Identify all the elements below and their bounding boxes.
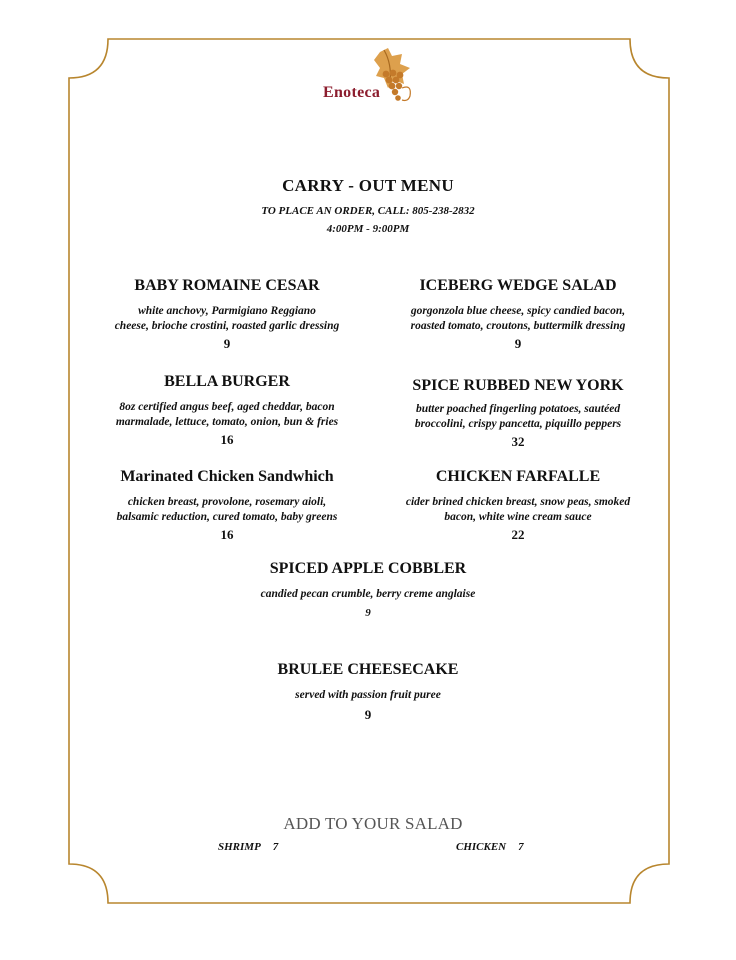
item-description: butter poached fingerling potatoes, sautéed broccolini, crispy pancetta, piquillo peppers <box>414 403 622 430</box>
menu-item <box>82 467 372 543</box>
menu-item <box>373 467 663 543</box>
item-description: chicken breast, provolone, rosemary aioli, balsamic reduction, cured tomato, baby greens <box>116 496 338 523</box>
item-price: 9 <box>365 607 371 619</box>
item-name: SPICED APPLE COBBLER <box>269 560 467 577</box>
item-price: 9 <box>364 707 372 722</box>
item-description: 8oz certified angus beef, aged cheddar, bacon marmalade, lettuce, tomato, onion, bun & fries <box>115 401 339 428</box>
item-description: served with passion fruit puree <box>295 689 441 701</box>
item-name: ICEBERG WEDGE SALAD <box>419 277 617 294</box>
menu-item <box>82 276 372 352</box>
item-price: 22 <box>511 527 525 542</box>
menu-item <box>168 660 568 723</box>
menu-item <box>373 376 663 450</box>
addon-option-shrimp <box>218 841 278 853</box>
addon-heading: ADD TO YOUR SALAD <box>283 814 463 833</box>
item-name: BRULEE CHEESECAKE <box>277 661 459 678</box>
item-name: Marinated Chicken Sandwhich <box>120 468 334 485</box>
addon-name: CHICKEN <box>456 841 507 853</box>
item-price: 16 <box>220 527 234 542</box>
item-description: candied pecan crumble, berry creme anglaise <box>260 588 476 600</box>
item-description: gorgonzola blue cheese, spicy candied bacon, roasted tomato, croutons, buttermilk dressing <box>410 305 626 332</box>
item-name: CHICKEN FARFALLE <box>435 468 601 485</box>
order-phone-line: TO PLACE AN ORDER, CALL: 805-238-2832 <box>261 205 475 217</box>
item-price: 32 <box>511 434 525 449</box>
menu-title: CARRY - OUT MENU <box>282 176 454 195</box>
item-price: 9 <box>223 336 231 351</box>
addon-price: 7 <box>272 841 279 853</box>
menu-item <box>168 559 568 621</box>
item-description: white anchovy, Parmigiano Reggiano cheese, brioche crostini, roasted garlic dressing <box>114 305 340 332</box>
addon-price: 7 <box>518 841 524 853</box>
addon-option-chicken <box>456 841 524 853</box>
item-name: BABY ROMAINE CESAR <box>134 277 320 294</box>
item-price: 9 <box>514 336 522 351</box>
brand-wordmark: Enoteca <box>323 84 381 101</box>
item-price: 16 <box>220 432 234 447</box>
addon-name: SHRIMP <box>218 841 261 853</box>
menu-item <box>373 276 663 352</box>
menu-item <box>82 372 372 448</box>
service-hours: 4:00PM - 9:00PM <box>326 223 410 235</box>
item-name: BELLA BURGER <box>164 373 290 390</box>
item-name: SPICE RUBBED NEW YORK <box>412 377 624 394</box>
item-description: cider brined chicken breast, snow peas, smoked bacon, white wine cream sauce <box>405 496 631 523</box>
